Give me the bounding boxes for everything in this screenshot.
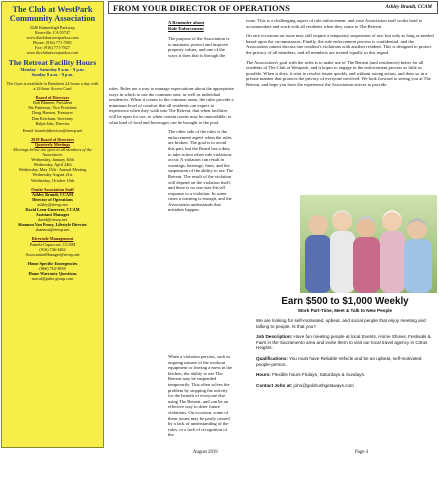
association-title: The Club at WestPark Community Association — [9, 5, 96, 23]
reminder-heading-1: A Reminder about — [168, 20, 205, 25]
ad-hours-label: Hours: — [256, 372, 271, 378]
emergencies-phone: (866) 762-5858 — [39, 265, 66, 271]
ad-hours — [256, 372, 438, 378]
ad-contact-label: Contact John at: — [256, 382, 293, 388]
meetings-note: Meetings below are open to all members of the Association. — [13, 146, 92, 158]
sidebar — [1, 1, 104, 448]
meeting-date: Wednesday August 21st — [32, 172, 73, 178]
staff-heading: Onsite Association Staff — [31, 186, 74, 192]
ad-hours-text: Flexible hours Fridays, Saturdays & Sundays. — [270, 372, 366, 378]
paragraph: The Association's goal with the rules is to make use of The Retreat (and residences) better for all residents of The Club at Westpark, and it hopes to engage in the enforcement process as little as possible. When it does, it tries to resolve issues quickly and without strong action, and does so in a private manner that protects the privacy of everyone involved. We look forward to seeing you at The Retreat, and hope you have the experience the Association strives to provide. — [246, 59, 431, 87]
meeting-date: Wednesday, January 30th — [31, 157, 74, 163]
meeting-date: Wednesday, April 24th — [33, 162, 72, 168]
board-member: Bob Blumen, President — [33, 100, 72, 106]
website-link[interactable]: www.theclubatwestparkca.com — [26, 35, 79, 41]
ad-title: Earn $500 to $1,000 Weekly — [281, 296, 409, 307]
hours-title: The Retreat Facility Hours — [8, 57, 97, 67]
board-email[interactable]: Email: boardofdirectors@rtewp.net — [22, 127, 83, 133]
article-header — [108, 1, 438, 14]
staff-title: Assistant Manager — [35, 212, 70, 218]
meeting-date: Wednesday, May 15th - Annual Meeting — [18, 167, 87, 173]
column-2 — [246, 18, 436, 92]
staff-name: David Leon-Guerrero, CCAM — [25, 207, 80, 213]
ad-intro: We are looking for self-motivated, upbeat, and social people that enjoy meeting and talking to people. Is that you? — [256, 318, 426, 329]
meeting-date: Wednesday, October 16th — [31, 177, 74, 183]
staff-name: Shannon Van Prony, Lifestyle Director — [17, 222, 88, 228]
paragraph: rules. Rules are a way to manage expectations about the appropriate ways in which to use the common area, as well as individual residences. When it comes to the common areas, the rules provide a minimum level of comfort that all residents can expect to experience when they walk into The Retreat, that when facilities will be open for use, to when certain rooms may be unavailable, to what kind of food and beverages can be brought to the pool. — [109, 86, 234, 125]
job-advertisement — [252, 296, 438, 444]
staff-email[interactable]: david@rtewp.net — [38, 217, 67, 223]
emergencies-heading: Home Specific Emergencies — [27, 260, 78, 266]
column-1-bottom — [168, 354, 233, 442]
reminder-heading-2: Rule Enforcement — [168, 25, 204, 31]
paragraph: On rare occasions an issue may still require a temporary suspension of use, but only as long as needed based upon the circumstances. Finally, the rule enforcement process is confidential, and the Association cannot discuss one resident's violations with another resident. This is designed to protect the privacy of all members, and all members are treated equally in this regard. — [246, 33, 434, 55]
ad-contact — [256, 383, 438, 389]
column-1 — [109, 86, 234, 217]
riverside-phone: (916) 746-3462 — [39, 246, 66, 252]
address-line-1: 3240 Kamerleigh Parkway, — [29, 25, 76, 30]
ad-subtitle: Work Part-Time, Meet & Talk to New People — [297, 308, 393, 313]
ad-job-label: Job Description: — [256, 334, 293, 340]
phone-number: Phone: (916) 771-7801 — [33, 40, 72, 46]
article-title: FROM YOUR DIRECTOR OF OPERATIONS — [113, 3, 290, 13]
board-member: Ralph Jahr, Director — [35, 120, 70, 126]
ad-qual-text: You must have Reliable Vehicle and be an upbeat, self-motivated people-person. — [256, 355, 422, 367]
paragraph: When a violation persists, such as ongoing misuse of the workout equipment or leaving a mess in the kitchen, the ability to use The Retreat may be suspended temporarily. This often solves the problem by stopping the activity for the benefit of everyone else using The Retreat, and can be an effective way to deter future violations. On occasion, some of these issues may be partly caused by a lack of understanding of the rules, or a lack of recognition of the — [168, 354, 233, 438]
warranty-email[interactable]: norcal@pulte.group.com — [31, 276, 74, 282]
ad-job-description — [256, 334, 438, 351]
hours-sunday: Sunday 8 a.m. - 9 p.m. — [31, 71, 74, 77]
paragraph: issue. This is a challenging aspect of rule enforcement, and your Association staff works hard to accommodate and work with all residents when they come to The Retreat. — [246, 18, 423, 29]
riverside-heading: Riverside Management — [31, 236, 74, 242]
staff-email[interactable]: shannon@rtewp.net — [35, 227, 70, 233]
board-member: Dan Ketchum, Secretary — [31, 115, 74, 121]
reminder-block — [168, 20, 233, 59]
ad-qualifications — [256, 356, 438, 367]
fax-number: Fax: (916) 771-7827 — [35, 45, 70, 51]
warranty-heading: Home Warranty Questions — [28, 271, 77, 277]
board-member: Doug Hansen, Treasurer — [32, 110, 73, 116]
riverside-email[interactable]: AssociationManager@rtewp.net — [25, 251, 80, 257]
staff-name: Ashley Brandt, CCAM — [31, 191, 74, 197]
address-line-2: Roseville, CA 95747 — [34, 30, 70, 36]
ad-job-text: Have fun meeting people at local Events, Home Shows, Festivals & Fairs in the Sacramento area and invite them to visit our local travel agency in Citrus Heights. — [256, 334, 431, 351]
website-link-2[interactable]: www.theclubatwestparkca.com — [26, 50, 79, 56]
seniors-group-photo — [300, 195, 437, 293]
staff-email[interactable]: ashley@rtewp.net — [37, 201, 68, 207]
footer-page-number: Page 4 — [355, 450, 368, 455]
ad-qual-label: Qualifications: — [256, 355, 288, 361]
gym-note: The Gym is available to Residents 24 hours a day with a 24-hour Access Card — [6, 80, 99, 92]
meetings-heading-1: 2019 Board of Directors — [31, 136, 74, 142]
board-heading: Board of Directors — [35, 95, 70, 101]
meetings-heading-2: Quarterly Meetings — [34, 141, 71, 147]
reminder-intro: The purpose of the Association is to maintain, protect and improve property values, and one of the ways it does that is through the — [168, 36, 230, 58]
ad-contact-email[interactable]: john@goldrushgetaways.com — [292, 382, 354, 388]
staff-title: Director of Operations — [32, 196, 73, 202]
article-byline: Ashley Brandt, CCAM — [385, 5, 432, 10]
hours-weekday: Monday - Saturday 8 a.m. - 9 p.m. — [20, 66, 85, 72]
riverside-name: Pamela Capuccori, CCAM — [29, 241, 75, 247]
footer-date: August 2019 — [193, 450, 218, 455]
paragraph: The other side of the rules is the enforcement aspect when the rules are broken. The goal is to avoid this part, but the Board has a duty to take action when rule violations occur. A violation can result in warnings, hearings, fines, and the suspension of the ability to use The Retreat. The result of the violation will depend on the violation itself, and there is no one-size-fits-all response to a violation. In some cases a warning is enough, and the Association understands that mistakes happen. — [168, 129, 233, 213]
board-member: Pat Patterson, Vice President — [28, 105, 77, 111]
